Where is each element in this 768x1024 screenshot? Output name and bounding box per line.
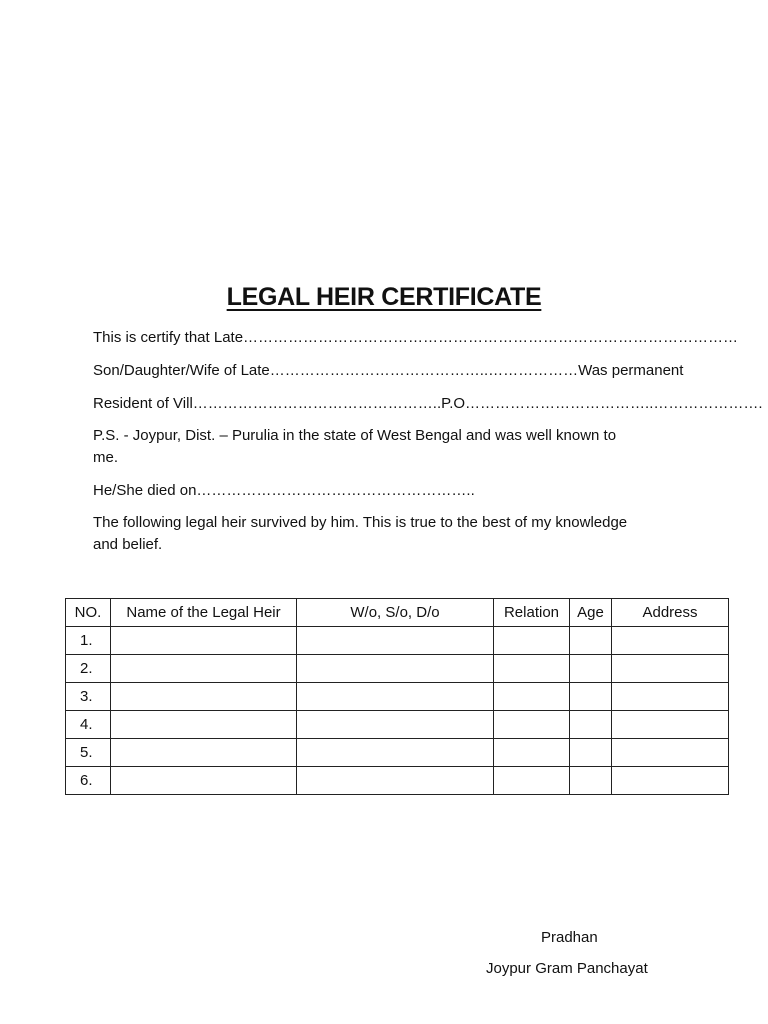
cell-age[interactable] [570,627,612,655]
table-row [66,655,729,683]
row-number: 1. [66,627,111,655]
cell-relation[interactable] [494,627,570,655]
cell-relation-of[interactable] [297,739,494,767]
col-header-name: Name of the Legal Heir [111,599,297,627]
document-title: LEGAL HEIR CERTIFICATE [226,283,542,311]
cell-relation[interactable] [494,683,570,711]
cell-relation-of[interactable] [297,767,494,795]
row-number: 2. [66,655,111,683]
cell-name[interactable] [111,655,297,683]
resident-vill-text: Resident of Vill………………………………………….. [93,395,442,412]
col-header-relation: Relation [494,599,570,627]
cell-name[interactable] [111,711,297,739]
row-number: 6. [66,767,111,795]
signatory-designation: Pradhan [541,929,598,946]
line-legal-heir-statement-cont: and belief. [93,536,163,553]
table-row [66,739,729,767]
cell-age[interactable] [570,683,612,711]
col-header-no: NO. [66,599,111,627]
cell-relation-of[interactable] [297,683,494,711]
cell-relation[interactable] [494,711,570,739]
cell-age[interactable] [570,767,612,795]
cell-name[interactable] [111,627,297,655]
row-number: 3. [66,683,111,711]
cell-address[interactable] [612,655,729,683]
table-row [66,711,729,739]
col-header-address: Address [612,599,729,627]
was-permanent-text: Was permanent [578,362,684,379]
table-row [66,683,729,711]
cell-age[interactable] [570,711,612,739]
line-police-station-cont: me. [93,449,119,466]
cell-age[interactable] [570,739,612,767]
line-died-on: He/She died on……………………………………………….. [93,482,475,499]
table-row [66,627,729,655]
legal-heir-table [65,598,729,795]
cell-address[interactable] [612,627,729,655]
cell-address[interactable] [612,711,729,739]
line-resident-vill [93,393,763,415]
line-legal-heir-statement: The following legal heir survived by him. This is true to the best of my knowledge [93,514,628,531]
cell-relation-of[interactable] [297,711,494,739]
cell-name[interactable] [111,683,297,711]
row-number: 4. [66,711,111,739]
table-row [66,767,729,795]
cell-address[interactable] [612,739,729,767]
cell-relation[interactable] [494,767,570,795]
cell-address[interactable] [612,683,729,711]
relation-of-late-text: Son/Daughter/Wife of Late……………………………………..……………… [93,362,579,379]
cell-address[interactable] [612,767,729,795]
signatory-office: Joypur Gram Panchayat [486,960,648,977]
cell-relation-of[interactable] [297,627,494,655]
col-header-relation-of: W/o, S/o, D/o [297,599,494,627]
line-son-daughter-wife [93,360,684,382]
cell-name[interactable] [111,767,297,795]
col-header-age: Age [570,599,612,627]
cell-name[interactable] [111,739,297,767]
cell-age[interactable] [570,655,612,683]
cell-relation[interactable] [494,739,570,767]
row-number: 5. [66,739,111,767]
line-certify-late: This is certify that Late……………………………………………………………………………………… [93,329,739,346]
line-police-station: P.S. - Joypur, Dist. – Purulia in the state of West Bengal and was well known to [93,427,617,444]
table-header-row [66,599,729,627]
cell-relation-of[interactable] [297,655,494,683]
cell-relation[interactable] [494,655,570,683]
post-office-text: P.O………………………………..…………………. [441,395,763,412]
